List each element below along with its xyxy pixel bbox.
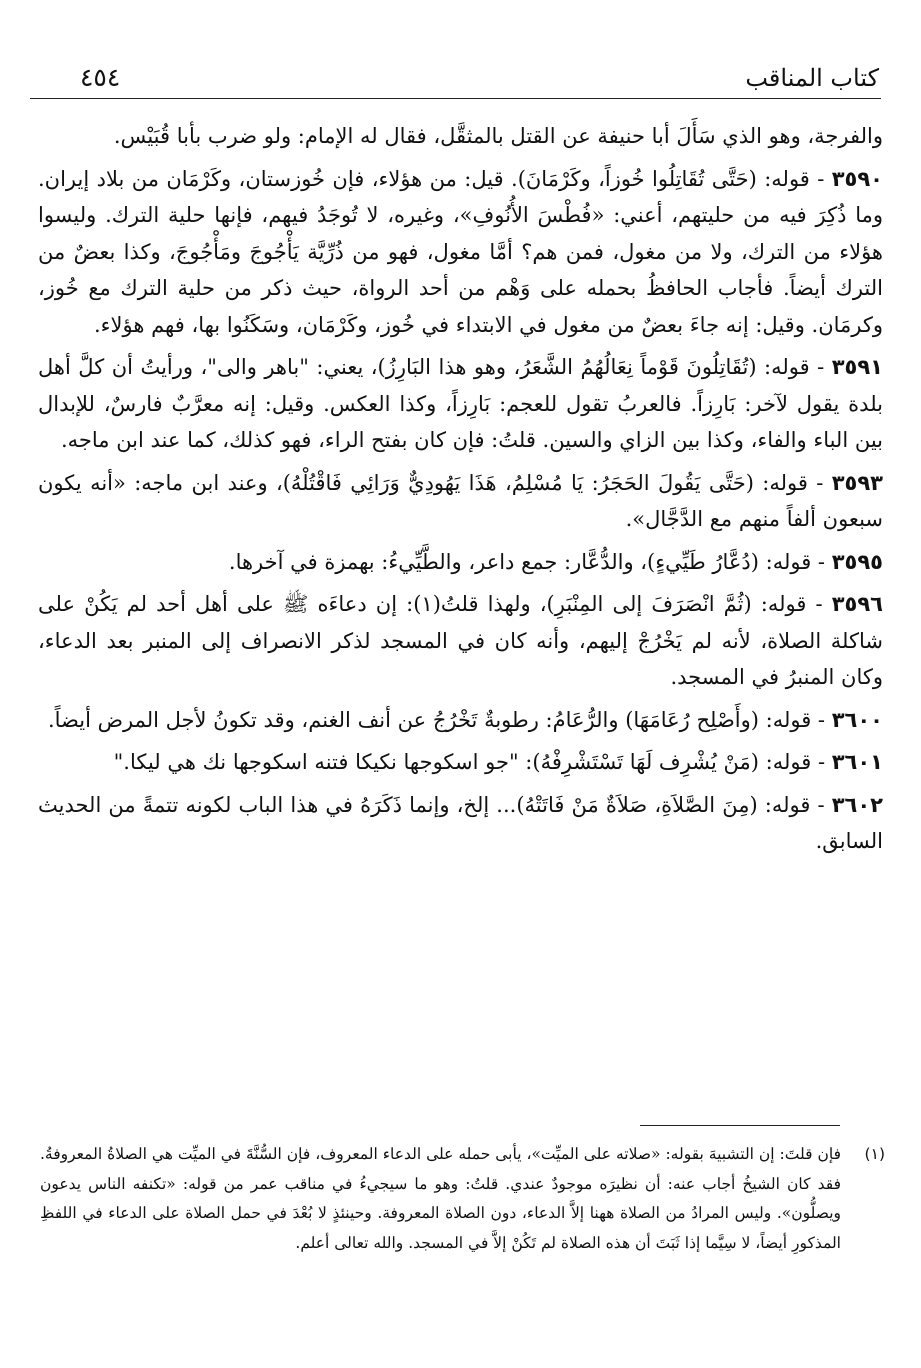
- hadith-number: ٣٦٠١: [831, 750, 883, 774]
- book-title: كتاب المناقب: [745, 64, 879, 92]
- paragraph-text: - قوله: (دُعَّارُ طَيِّيءٍ)، والدُّعَّار: جمع داعر، والطَّيِّيءُ: بهمزة في آخرها.: [228, 549, 832, 574]
- paragraph-text: - قوله: (حَتَّى يَقُولَ الحَجَرُ: يَا مُسْلِمُ، هَذَا يَهُودِيٌّ وَرَائِي فَاقْتُلْهُ)، وعند ابن ماجه: «أنه يكون سبعون ألفاً منهم مع الدَّجَّال».: [38, 470, 883, 531]
- page-header: [30, 58, 881, 99]
- paragraph-3596: [38, 586, 883, 696]
- paragraph-3590: [38, 161, 883, 344]
- paragraph-text: - قوله: (مَنْ يُشْرِف لَهَا تَسْتَشْرِفْهُ): "جو اسكوجها نكيكا فتنه اسكوجها نك هي ليكا.": [113, 750, 832, 774]
- hadith-number: ٣٦٠٢: [831, 792, 883, 817]
- hadith-number: ٣٥٩٣: [831, 470, 883, 495]
- paragraph-3593: [38, 465, 883, 538]
- footnote-text: فإن قلتَ: إن التشبيهَ بقوله: «صلاته على الميِّت»، يأبى حمله على الدعاء المعروف، فإن السُّنَّةَ في الميِّت هي الصلاةُ المعروفةُ. فقد كان الشيخُ أجاب عنه: أن نظيرَه موجودٌ عندي. قلتُ: وهو ما سيجيءُ في مناقب عمر من قوله: «تكنفه الناس يدعون ويصلُّون». وليس المرادُ من الصلاة ههنا إلاَّ الدعاء، دون الصلاة المعروفة. وحينئذٍ لا بُعْدَ في حمل الصلاة على الدعاء في اللفظِ المذكورِ أيضاً، لا سِيَّما إذا ثَبَتَ أن هذه الصلاة لم تَكُنْ إلاَّ في المسجد. والله تعالى أعلم.: [40, 1145, 841, 1252]
- paragraph-text: والفرجة، وهو الذي سَأَلَ أبا حنيفة عن القتل بالمثقَّل، فقال له الإمام: ولو ضرب بأبا قُبَيْس.: [113, 124, 883, 148]
- hadith-number: ٣٥٩٦: [831, 592, 883, 616]
- hadith-number: ٣٥٩٠: [831, 166, 883, 191]
- paragraph-text: - قوله: (تُقَاتِلُونَ قَوْماً نِعَالُهُمُ الشَّعَرُ، وهو هذا البَارِزُ)، يعني: "باهر والى"، ورأيتُ أن كلَّ أهل بلدة يقول لآخر: بَارِزاً. فالعربُ تقول للعجم: بَارِزاً، وكذا العكس. وقيل: إنه معرَّبٌ فارسٌ، للإبدال بين الباء والفاء، وكذا بين الزاي والسين. قلتُ: فإن كان بفتح الراء، فهو كذلك، كما عند ابن ماجه.: [38, 355, 883, 452]
- paragraph-continuation: [38, 118, 883, 155]
- paragraph-text: - قوله: (ثُمَّ انْصَرَفَ إلى المِنْبَرِ)، ولهذا قلتُ(١): إن دعاءَه ﷺ على أهل أحد لم يَكُنْ على شاكلة الصلاة، لأنه لم يَخْرُجْ إليهم، وأنه كان في المسجد لذكر الانصراف إلى المنبر بعد الدعاء، وكان المنبرُ في المسجد.: [38, 592, 883, 689]
- footnote-marker: (١): [864, 1145, 885, 1163]
- page-body: [38, 118, 883, 866]
- hadith-number: ٣٥٩٥: [831, 549, 883, 574]
- hadith-number: ٣٥٩١: [831, 355, 883, 379]
- paragraph-text: - قوله: (وأَصْلِح رُعَامَهَا) والرُّعَامُ: رطوبةٌ تَخْرُجُ عن أنف الغنم، وقد تكونُ لأجل المرض أيضاً.: [47, 707, 832, 732]
- paragraph-text: - قوله: (مِنَ الصَّلاَةِ، صَلاَةٌ مَنْ فَاتَتْهُ)... إلخ، وإنما ذَكَرَهُ في هذا الباب لكونه تتمةً من الحديث السابق.: [38, 792, 883, 853]
- paragraph-3595: [38, 544, 883, 581]
- paragraph-3591: [38, 349, 883, 459]
- paragraph-3600: [38, 702, 883, 739]
- paragraph-3601: [38, 744, 883, 781]
- hadith-number: ٣٦٠٠: [831, 707, 883, 732]
- page-number: ٤٥٤: [80, 63, 121, 92]
- paragraph-text: - قوله: (حَتَّى تُقَاتِلُوا خُوزاً، وكَرْمَانَ). قيل: من هؤلاء، فإن خُوزستان، وكَرْمَان من بلاد إيران. وما ذُكِرَ فيه من حليتهم، أعني: «فُطْسَ الأُنُوفِ»، وغيره، لا تُوجَدُ فيهم، فإنها حلية الترك. وليسوا هؤلاء من الترك، ولا من مغول، فمن هم؟ أمَّا مغول، فهو من ذُرِّيَّة يَأْجُوجَ ومَأْجُوجَ، وكذا بعضٌ من الترك أيضاً. فأجاب الحافظُ بحمله على وَهْم من أحد الرواة، حيث ذكر من حلية الترك مع خُوز، وكرمَان. وقيل: إنه جاءَ بعضٌ من مغول في الابتداء في خُوز، وكَرْمَان، وسَكَنُوا بها، فهم هؤلاء.: [38, 166, 883, 337]
- footnotes: [40, 1140, 885, 1258]
- paragraph-3602: [38, 787, 883, 860]
- footnote-divider: [640, 1125, 840, 1126]
